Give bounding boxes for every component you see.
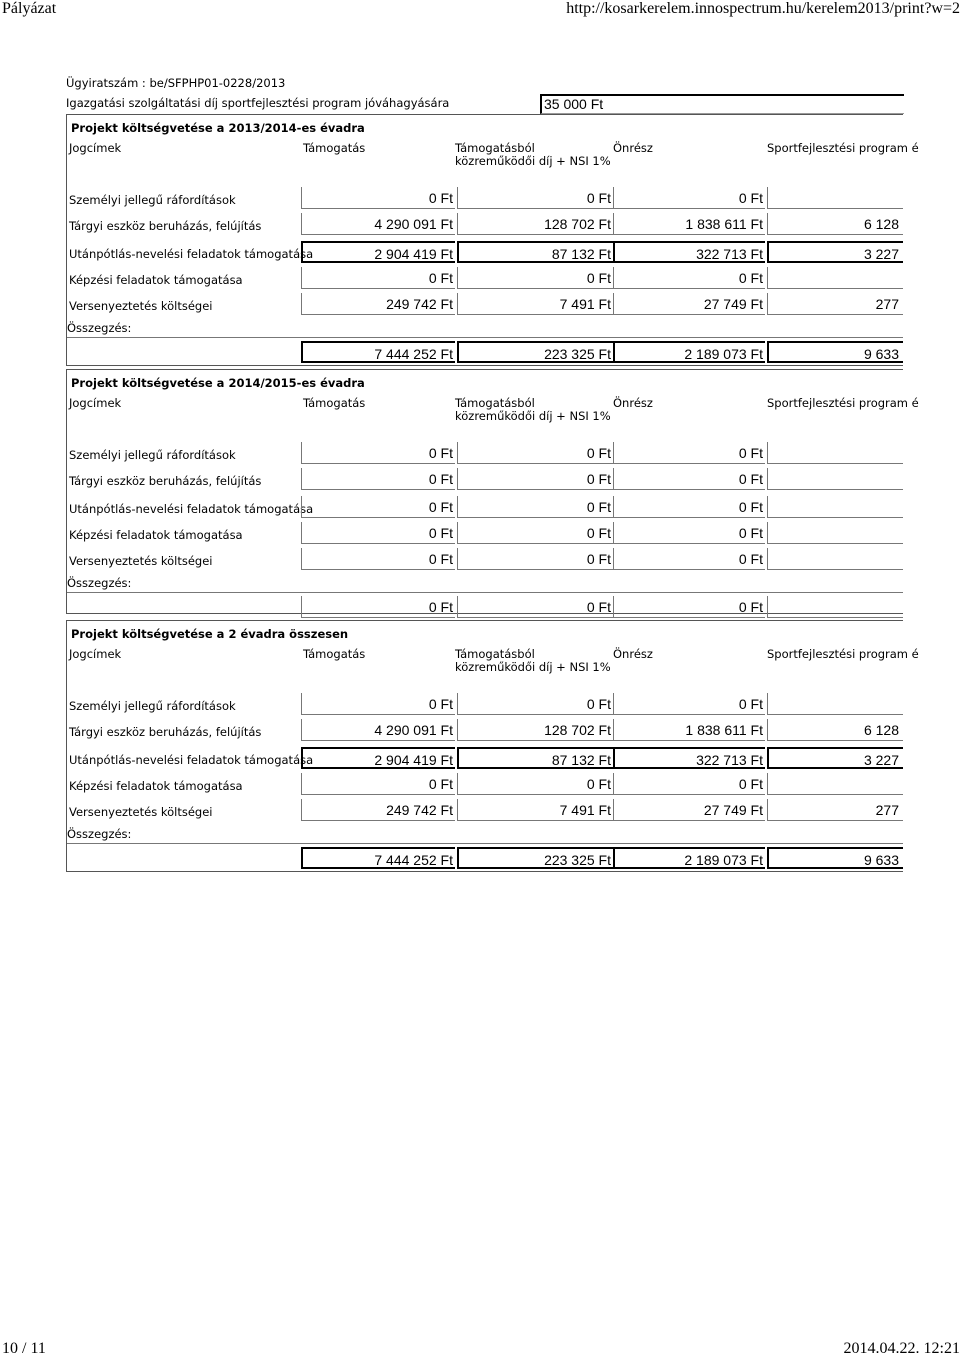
- print-datetime: 2014.04.22. 12:21: [843, 1340, 960, 1357]
- amount-cell: 249 742 Ft: [301, 293, 455, 315]
- column-header: Jogcímek: [69, 396, 122, 410]
- total-amount-cell: 0 Ft: [457, 596, 613, 618]
- amount-cell: 7 491 Ft: [457, 293, 613, 315]
- column-header-line2: közreműködői díj + NSI 1%: [455, 660, 611, 674]
- column-header: Támogatásból: [455, 396, 535, 410]
- total-row: [67, 592, 903, 613]
- page-number: 10 / 11: [2, 1340, 46, 1357]
- table-row: [67, 267, 903, 289]
- total-amount-cell: 7 444 252 Ft: [301, 341, 455, 363]
- amount-cell: 4 290 091 Ft: [301, 719, 455, 741]
- table-row: [67, 213, 903, 235]
- file-number: Ügyiratszám : be/SFPHP01-0228/2013: [66, 76, 286, 90]
- column-header-line2: közreműködői díj + NSI 1%: [455, 409, 611, 423]
- total-label: Összegzés:: [67, 576, 132, 590]
- total-amount-cell: 7 444 252 Ft: [301, 847, 455, 869]
- amount-cell: [767, 468, 903, 490]
- amount-cell: 277: [767, 293, 903, 315]
- column-header: Támogatás: [303, 647, 366, 661]
- total-amount-cell: 0 Ft: [301, 596, 455, 618]
- amount-cell: 2 904 419 Ft: [301, 747, 455, 769]
- amount-cell: 0 Ft: [613, 496, 765, 518]
- amount-cell: 1 838 611 Ft: [613, 719, 765, 741]
- table-header: [67, 396, 919, 432]
- amount-cell: [767, 773, 903, 795]
- amount-cell: 3 227: [767, 747, 903, 769]
- amount-cell: [767, 548, 903, 570]
- column-header-line2: közreműködői díj + NSI 1%: [455, 154, 611, 168]
- budget-section: [66, 114, 919, 366]
- row-label: Utánpótlás-nevelési feladatok támogatása: [69, 247, 314, 261]
- amount-cell: 0 Ft: [457, 548, 613, 570]
- column-header: Jogcímek: [69, 141, 122, 155]
- column-header: Önrész: [613, 396, 653, 410]
- table-header: [67, 141, 919, 177]
- total-amount-cell: 2 189 073 Ft: [613, 341, 765, 363]
- amount-cell: [767, 693, 903, 715]
- amount-cell: 0 Ft: [613, 548, 765, 570]
- amount-cell: 0 Ft: [301, 442, 455, 464]
- amount-cell: 6 128: [767, 719, 903, 741]
- column-header: Támogatás: [303, 141, 366, 155]
- column-header: Támogatásból: [455, 141, 535, 155]
- row-label: Képzési feladatok támogatása: [69, 273, 243, 287]
- fee-label: Igazgatási szolgáltatási díj sportfejlesztési program jóváhagyására: [66, 96, 450, 110]
- amount-cell: 0 Ft: [613, 773, 765, 795]
- amount-cell: 277: [767, 799, 903, 821]
- amount-cell: 249 742 Ft: [301, 799, 455, 821]
- amount-cell: 0 Ft: [301, 267, 455, 289]
- amount-cell: [767, 522, 903, 544]
- amount-cell: [767, 187, 903, 209]
- amount-cell: 4 290 091 Ft: [301, 213, 455, 235]
- amount-cell: 0 Ft: [457, 773, 613, 795]
- amount-cell: 6 128: [767, 213, 903, 235]
- row-label: Versenyeztetés költségei: [69, 805, 213, 819]
- amount-cell: 0 Ft: [613, 442, 765, 464]
- total-amount-cell: 223 325 Ft: [457, 341, 613, 363]
- total-amount-cell: 2 189 073 Ft: [613, 847, 765, 869]
- amount-cell: 0 Ft: [301, 468, 455, 490]
- budget-section: [66, 620, 919, 872]
- amount-cell: 128 702 Ft: [457, 719, 613, 741]
- row-label: Képzési feladatok támogatása: [69, 528, 243, 542]
- row-label: Versenyeztetés költségei: [69, 299, 213, 313]
- amount-cell: 0 Ft: [613, 187, 765, 209]
- table-row: [67, 241, 903, 263]
- row-label: Tárgyi eszköz beruházás, felújítás: [69, 219, 262, 233]
- table-row: [67, 799, 903, 821]
- section-title: Projekt költségvetése a 2014/2015-es évadra: [71, 376, 365, 390]
- amount-cell: 87 132 Ft: [457, 747, 613, 769]
- column-header: Sportfejlesztési program é: [767, 647, 919, 661]
- amount-cell: 0 Ft: [613, 693, 765, 715]
- table-row: [67, 293, 903, 315]
- column-header: Támogatás: [303, 396, 366, 410]
- row-label: Személyi jellegű ráfordítások: [69, 448, 236, 462]
- amount-cell: 0 Ft: [301, 522, 455, 544]
- table-row: [67, 693, 903, 715]
- amount-cell: 0 Ft: [613, 522, 765, 544]
- table-row: [67, 442, 903, 464]
- amount-cell: 0 Ft: [301, 187, 455, 209]
- amount-cell: 2 904 419 Ft: [301, 241, 455, 263]
- amount-cell: 3 227: [767, 241, 903, 263]
- row-label: Személyi jellegű ráfordítások: [69, 699, 236, 713]
- amount-cell: 0 Ft: [457, 496, 613, 518]
- fee-amount: 35 000 Ft: [540, 94, 904, 114]
- amount-cell: 0 Ft: [301, 496, 455, 518]
- amount-cell: 1 838 611 Ft: [613, 213, 765, 235]
- amount-cell: [767, 267, 903, 289]
- amount-cell: 322 713 Ft: [613, 747, 765, 769]
- total-amount-cell: 9 633: [767, 341, 903, 363]
- total-row: [67, 843, 903, 871]
- row-label: Utánpótlás-nevelési feladatok támogatása: [69, 753, 314, 767]
- amount-cell: 0 Ft: [613, 267, 765, 289]
- table-header: [67, 647, 919, 683]
- amount-cell: [767, 496, 903, 518]
- row-label: Tárgyi eszköz beruházás, felújítás: [69, 474, 262, 488]
- amount-cell: [767, 442, 903, 464]
- amount-cell: 0 Ft: [301, 693, 455, 715]
- amount-cell: 0 Ft: [457, 442, 613, 464]
- table-row: [67, 548, 903, 570]
- total-label: Összegzés:: [67, 827, 132, 841]
- amount-cell: 7 491 Ft: [457, 799, 613, 821]
- column-header: Támogatásból: [455, 647, 535, 661]
- amount-cell: 87 132 Ft: [457, 241, 613, 263]
- row-label: Személyi jellegű ráfordítások: [69, 193, 236, 207]
- amount-cell: 0 Ft: [457, 522, 613, 544]
- row-label: Tárgyi eszköz beruházás, felújítás: [69, 725, 262, 739]
- budget-section: [66, 369, 919, 615]
- total-amount-cell: 9 633: [767, 847, 903, 869]
- amount-cell: 0 Ft: [457, 468, 613, 490]
- total-row: [67, 337, 903, 365]
- row-label: Utánpótlás-nevelési feladatok támogatása: [69, 502, 314, 516]
- table-row: [67, 187, 903, 209]
- amount-cell: 27 749 Ft: [613, 799, 765, 821]
- total-amount-cell: [767, 596, 903, 618]
- column-header: Sportfejlesztési program é: [767, 396, 919, 410]
- amount-cell: 0 Ft: [613, 468, 765, 490]
- column-header: Sportfejlesztési program é: [767, 141, 919, 155]
- column-header: Önrész: [613, 647, 653, 661]
- print-url: http://kosarkerelem.innospectrum.hu/kerelem2013/print?w=2: [566, 0, 960, 17]
- table-row: [67, 747, 903, 769]
- table-row: [67, 719, 903, 741]
- row-label: Versenyeztetés költségei: [69, 554, 213, 568]
- print-title: Pályázat: [2, 0, 57, 17]
- section-title: Projekt költségvetése a 2 évadra összesen: [71, 627, 349, 641]
- total-amount-cell: 0 Ft: [613, 596, 765, 618]
- table-row: [67, 522, 903, 544]
- column-header: Önrész: [613, 141, 653, 155]
- total-label: Összegzés:: [67, 321, 132, 335]
- column-header: Jogcímek: [69, 647, 122, 661]
- amount-cell: 128 702 Ft: [457, 213, 613, 235]
- amount-cell: 0 Ft: [301, 773, 455, 795]
- amount-cell: 0 Ft: [457, 693, 613, 715]
- amount-cell: 322 713 Ft: [613, 241, 765, 263]
- table-row: [67, 773, 903, 795]
- section-title: Projekt költségvetése a 2013/2014-es évadra: [71, 121, 365, 135]
- row-label: Képzési feladatok támogatása: [69, 779, 243, 793]
- amount-cell: 27 749 Ft: [613, 293, 765, 315]
- table-row: [67, 468, 903, 490]
- total-amount-cell: 223 325 Ft: [457, 847, 613, 869]
- amount-cell: 0 Ft: [457, 187, 613, 209]
- amount-cell: 0 Ft: [457, 267, 613, 289]
- table-row: [67, 496, 903, 518]
- amount-cell: 0 Ft: [301, 548, 455, 570]
